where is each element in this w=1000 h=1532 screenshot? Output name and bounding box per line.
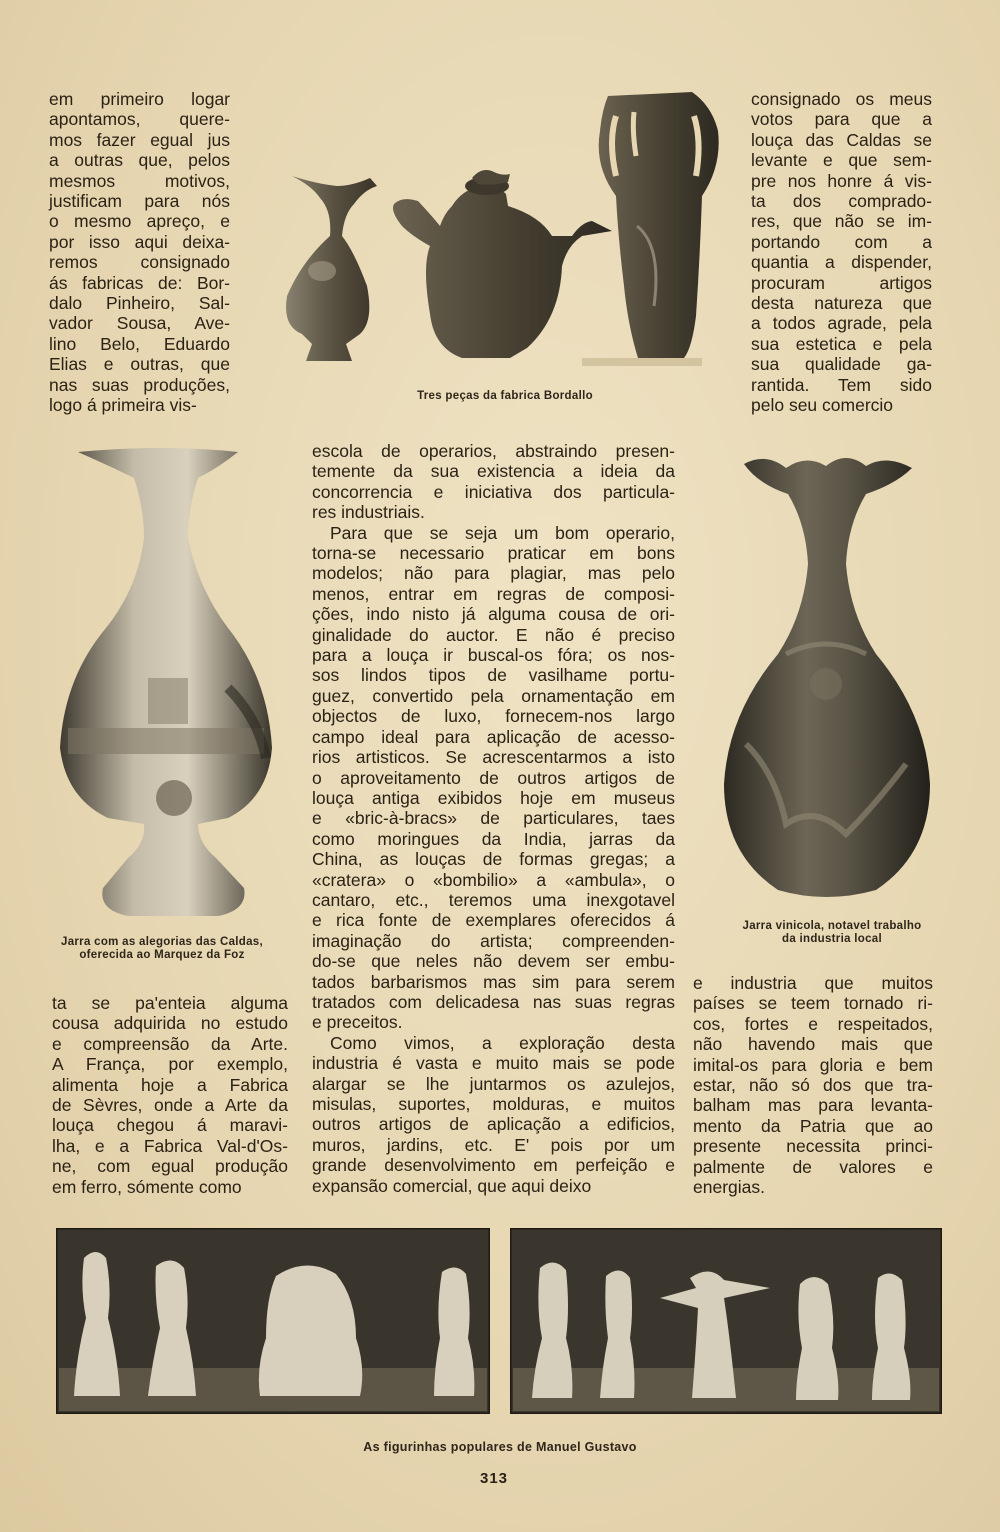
text-line: concorrencia e iniciativa dos particula- [312,481,675,502]
text-line: guez, convertido pela ornamentação em [312,685,675,706]
text-line: lha, e a Fabrica Val-d'Os- [52,1135,288,1156]
text-line: Como vimos, a exploração desta [330,1032,675,1053]
text-line: Elias e outras, que [49,354,230,375]
text-line: levante e que sem- [751,150,932,171]
text-line: rantida. Tem sido [751,374,932,395]
text-line: ginalidade do auctor. E não é preciso [312,624,675,645]
text-line: imaginação do artista; compreenden- [312,930,675,951]
text-line: consignado os meus [751,89,932,109]
text-line: apontamos, quere- [49,109,230,130]
right-vase-caption [714,920,950,946]
text-line: do-se que neles não devem ser embu- [312,951,675,972]
text-line: e «bric-à-bracs» de particulares, taes [312,808,675,829]
text-line: temente da sua existencia a ideia da [312,461,675,482]
text-line: louça chegou á maravi- [52,1115,288,1136]
text-line: ções, indo nisto já alguma cousa de ori- [312,604,675,625]
text-line: países se teem tornado ri- [693,993,933,1014]
text-line: como moringues da India, jarras da [312,828,675,849]
text-line: objectos de luxo, fornecem-nos largo [312,706,675,727]
figurines-caption: As figurinhas populares de Manuel Gustavo [363,1440,637,1454]
text-line: alimenta hoje a Fabrica [52,1074,288,1095]
text-line: muros, jardins, etc. E' pois por um [312,1134,675,1155]
text-line: sua qualidade ga- [751,354,932,375]
text-line: modelos; não para plagiar, mas pelo [312,563,675,584]
text-line: e preceitos. [312,1012,403,1033]
text-line: outros artigos de aplicação a edificios, [312,1114,675,1135]
page-number: 313 [480,1470,509,1487]
text-line: grande desenvolvimento em perfeição e [312,1155,675,1176]
text-line: lino Belo, Eduardo [49,333,230,354]
text-line: «cratera» o «bombilio» a «ambula», o [312,869,675,890]
text-line: não havendo mais que [693,1034,933,1055]
text-line: mesmos motivos, [49,170,230,191]
left-top-column [49,89,230,416]
text-line: pre nos honre á vis- [751,170,932,191]
text-line: cantaro, etc., teremos uma inexgotavel [312,889,675,910]
text-line: o aproveitamento de outros artigos de [312,767,675,788]
text-line: vador Sousa, Ave- [49,313,230,334]
text-line: dalo Pinheiro, Sal- [49,293,230,314]
text-line: e industria que muitos [693,973,933,993]
text-line: palmente de valores e [693,1156,933,1177]
text-line: imital-os para gloria e bem [693,1054,933,1075]
left-vase-caption-line-1: Jarra com as alegorias das Caldas, [61,936,263,948]
text-line: tratados com delicadesa nas suas regras [312,991,675,1012]
left-vase-caption-line-2: oferecida ao Marquez da Foz [79,949,245,961]
text-line: cousa adquirida no estudo [52,1013,288,1034]
text-line: A França, por exemplo, [52,1054,288,1075]
text-line: campo ideal para aplicação de acesso- [312,726,675,747]
figurines-photo-left [56,1228,490,1414]
left-vase-caption [44,936,280,962]
right-top-column [751,89,932,416]
text-line: nas suas produções, [49,374,230,395]
text-line: e compreensão da Arte. [52,1033,288,1054]
text-line: cos, fortes e respeitados, [693,1013,933,1034]
text-line: por isso aqui deixa- [49,231,230,252]
text-line: ne, com egual produção [52,1156,288,1177]
left-bottom-column [52,993,288,1197]
figurines-photo-right [510,1228,942,1414]
text-line: ta se pa'enteia alguma [52,993,288,1013]
text-line: a outras que, pelos [49,150,230,171]
text-line: presente necessita princi- [693,1136,933,1157]
text-line: mento da Patria que ao [693,1115,933,1136]
right-bottom-column [693,973,933,1197]
caldas-allegory-vase-photo [48,448,280,918]
middle-column [312,441,675,1196]
text-line: procuram artigos [751,272,932,293]
text-line: mos fazer egual jus [49,129,230,150]
text-line: em primeiro logar [49,89,230,109]
text-line: em ferro, sómente como [52,1176,242,1197]
text-line: China, as louças de formas gregas; a [312,849,675,870]
text-line: de Sèvres, onde a Arte da [52,1095,288,1116]
text-line: estar, não só dos que tra- [693,1075,933,1096]
text-line: menos, entrar em regras de composi- [312,583,675,604]
top-photo-caption: Tres peças da fabrica Bordallo [417,390,593,402]
wine-jar-photo [716,444,938,904]
text-line: e rica fonte de exemplares oferecidos á [312,910,675,931]
text-line: res industriais. [312,502,425,523]
text-line: para a louça ir buscal-os fóra; os nos- [312,645,675,666]
text-line: quantia a dispender, [751,252,932,273]
text-line: res, que não se im- [751,211,932,232]
text-line: industria é vasta e muito mais se pode [312,1053,675,1074]
text-line: misulas, suportes, molduras, e muitos [312,1094,675,1114]
text-line: pelo seu comercio [751,395,894,416]
text-line: ta dos comprado- [751,191,932,212]
text-line: energias. [693,1177,765,1198]
text-line: votos para que a [751,109,932,130]
right-vase-caption-line-2: da industria local [782,933,882,945]
text-line: alargar se lhe juntarmos os azulejos, [312,1073,675,1094]
text-line: logo á primeira vis- [49,395,197,416]
text-line: ás fabricas de: Bor- [49,272,230,293]
text-line: torna-se necessario praticar em bons [312,543,675,564]
bordallo-pieces-photo [282,86,726,386]
text-line: tados barbarismos mas sim para serem [312,971,675,992]
text-line: justificam para nós [49,191,230,212]
text-line: expansão comercial, que aqui deixo [312,1175,592,1196]
text-line: sos lindos tipos de vasilhame portu- [312,665,675,686]
text-line: louça antiga exibidos hoje em museus [312,787,675,808]
text-line: Para que se seja um bom operario, [330,522,675,543]
text-line: louça das Caldas se [751,129,932,150]
text-line: escola de operarios, abstraindo presen- [312,441,675,461]
text-line: o mesmo apreço, e [49,211,230,232]
right-vase-caption-line-1: Jarra vinicola, notavel trabalho [742,920,922,932]
text-line: rios artisticos. Se acrescentarmos a isto [312,747,675,768]
text-line: desta natureza que [751,293,932,314]
text-line: remos consignado [49,252,230,273]
text-line: balham mas para levanta- [693,1095,933,1116]
text-line: a todos agrade, pela [751,313,932,334]
text-line: portando com a [751,231,932,252]
text-line: sua estetica e pela [751,333,932,354]
